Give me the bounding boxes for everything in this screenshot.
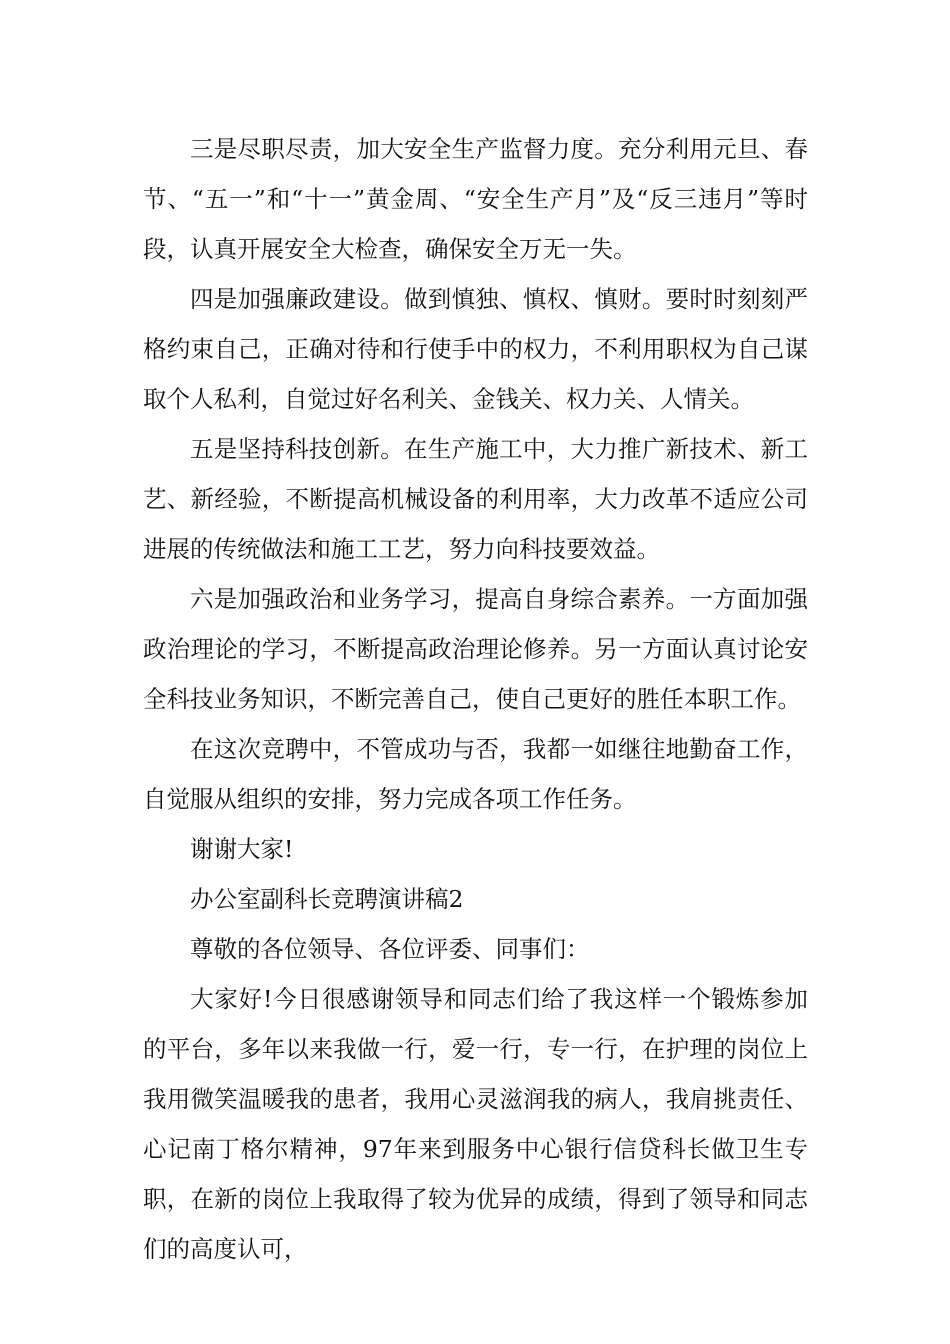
paragraph-commitment: 在这次竞聘中，不管成功与否，我都一如继往地勤奋工作，自觉服从组织的安排，努力完成各项工作任务。	[143, 735, 808, 813]
paragraph-innovation: 五是坚持科技创新。在生产施工中，大力推广新技术、新工艺、新经验，不断提高机械设备的利用率，大力改革不适应公司进展的传统做法和施工工艺，努力向科技要效益。	[143, 435, 808, 563]
section-title: 办公室副科长竞聘演讲稿2	[190, 885, 464, 913]
paragraph-greeting: 大家好!今日很感谢领导和同志们给了我这样一个锻炼参加的平台，多年以来我做一行，爱一行，专一行，在护理的岗位上我用微笑温暖我的患者，我用心灵滋润我的病人，我肩挑责任、心记南丁格尔精神，97年来到服务中心银行信贷科长做卫生专职，在新的岗位上我取得了较为优异的成绩，得到了领导和同志们的高度认可，	[143, 985, 808, 1263]
document-body	[143, 124, 808, 1274]
salutation: 尊敬的各位领导、各位评委、同事们：	[190, 935, 590, 963]
paragraph-study: 六是加强政治和业务学习，提高自身综合素养。一方面加强政治理论的学习，不断提高政治理论修养。另一方面认真讨论安全科技业务知识，不断完善自己，使自己更好的胜任本职工作。	[143, 585, 808, 713]
paragraph-duty: 三是尽职尽责，加大安全生产监督力度。充分利用元旦、春节、“五一”和“十一”黄金周、“安全生产月”及“反三违月”等时段，认真开展安全大检查，确保安全万无一失。	[143, 135, 808, 263]
paragraph-thanks: 谢谢大家!	[190, 835, 294, 863]
paragraph-integrity: 四是加强廉政建设。做到慎独、慎权、慎财。要时时刻刻严格约束自己，正确对待和行使手中的权力，不利用职权为自己谋取个人私利，自觉过好名利关、金钱关、权力关、人情关。	[143, 285, 808, 413]
